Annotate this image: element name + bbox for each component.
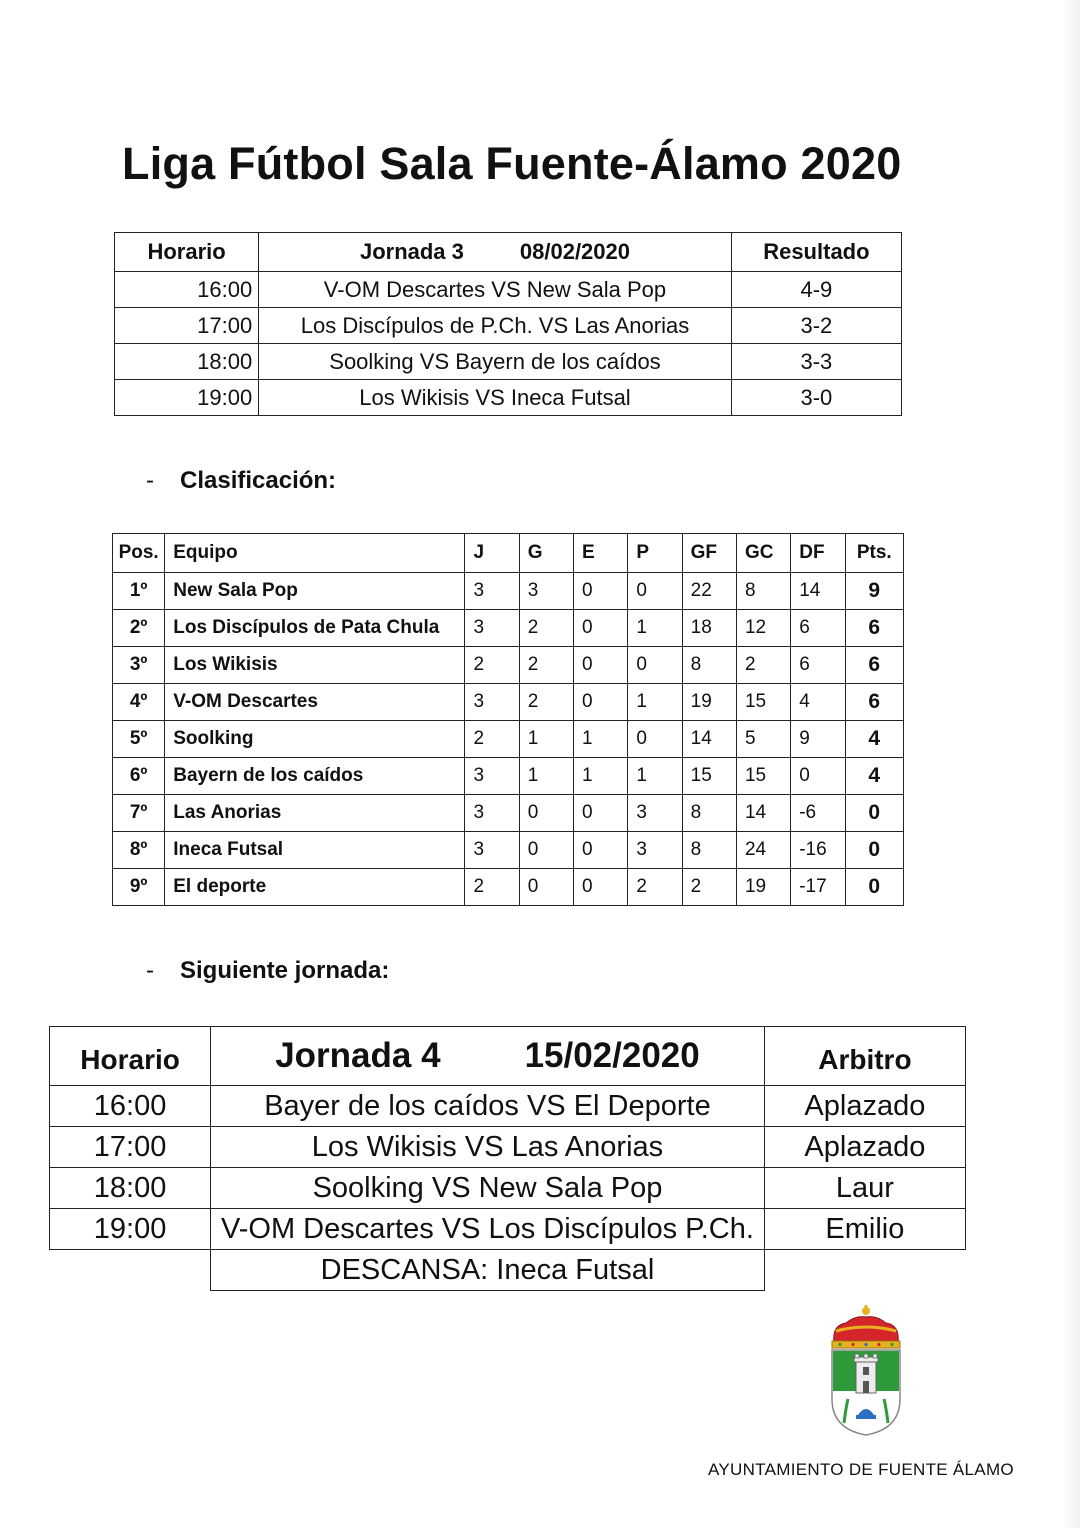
table-row	[113, 610, 904, 647]
standings-gc-cell: 19	[736, 869, 790, 906]
table-row	[50, 1209, 966, 1250]
standings-gf-cell: 19	[682, 684, 736, 721]
standings-g-cell: 2	[519, 610, 573, 647]
jornada-label: Jornada 3	[359, 239, 464, 264]
match-teams: V-OM Descartes VS Los Discípulos P.Ch.	[211, 1209, 765, 1250]
standings-pos-cell: 9º	[113, 869, 165, 906]
standings-gc-cell: 24	[736, 832, 790, 869]
match-result: 3-3	[731, 344, 901, 380]
standings-team-cell: Las Anorias	[165, 795, 465, 832]
standings-df-cell: 4	[791, 684, 845, 721]
table-row	[115, 272, 902, 308]
standings-pos-cell: 6º	[113, 758, 165, 795]
match-referee: Aplazado	[764, 1127, 965, 1168]
coat-of-arms-icon	[826, 1303, 906, 1437]
header-j: J	[465, 534, 519, 573]
standings-table	[112, 533, 904, 906]
standings-g-cell: 1	[519, 758, 573, 795]
standings-pts-cell: 0	[845, 832, 903, 869]
header-gc: GC	[736, 534, 790, 573]
standings-pos-cell: 5º	[113, 721, 165, 758]
standings-e-cell: 1	[574, 758, 628, 795]
footer-text: AYUNTAMIENTO DE FUENTE ÁLAMO	[708, 1460, 1014, 1479]
standings-gc-cell: 5	[736, 721, 790, 758]
standings-p-cell: 3	[628, 832, 682, 869]
standings-j-cell: 3	[465, 684, 519, 721]
table-row	[113, 721, 904, 758]
standings-pos-cell: 1º	[113, 573, 165, 610]
standings-j-cell: 2	[465, 869, 519, 906]
standings-gc-cell: 2	[736, 647, 790, 684]
header-jornada	[211, 1027, 765, 1086]
clasificacion-heading-text: Clasificación:	[180, 467, 337, 494]
header-e: E	[574, 534, 628, 573]
match-referee: Laur	[764, 1168, 965, 1209]
standings-team-cell: New Sala Pop	[165, 573, 465, 610]
standings-e-cell: 0	[574, 573, 628, 610]
table-row	[115, 380, 902, 416]
standings-team-cell: Bayern de los caídos	[165, 758, 465, 795]
crown-icon	[832, 1305, 900, 1348]
standings-df-cell: 6	[791, 647, 845, 684]
standings-df-cell: -17	[791, 869, 845, 906]
standings-pts-cell: 4	[845, 721, 903, 758]
header-pts: Pts.	[845, 534, 903, 573]
standings-gf-cell: 8	[682, 647, 736, 684]
jornada-label: Jornada 4	[275, 1036, 441, 1075]
standings-pts-cell: 0	[845, 869, 903, 906]
standings-p-cell: 1	[628, 684, 682, 721]
standings-gf-cell: 22	[682, 573, 736, 610]
page-title: Liga Fútbol Sala Fuente-Álamo 2020	[122, 138, 902, 189]
standings-df-cell: 14	[791, 573, 845, 610]
standings-p-cell: 0	[628, 721, 682, 758]
standings-e-cell: 0	[574, 832, 628, 869]
match-teams: Los Wikisis VS Ineca Futsal	[259, 380, 732, 416]
standings-pos-cell: 7º	[113, 795, 165, 832]
match-time: 19:00	[50, 1209, 211, 1250]
standings-p-cell: 3	[628, 795, 682, 832]
match-referee: Emilio	[764, 1209, 965, 1250]
empty-cell	[764, 1250, 965, 1291]
match-time: 16:00	[50, 1086, 211, 1127]
standings-pos-cell: 2º	[113, 610, 165, 647]
header-equipo: Equipo	[165, 534, 465, 573]
header-gf: GF	[682, 534, 736, 573]
standings-g-cell: 2	[519, 684, 573, 721]
header-resultado: Resultado	[731, 233, 901, 272]
standings-gf-cell: 15	[682, 758, 736, 795]
standings-pts-cell: 9	[845, 573, 903, 610]
standings-g-cell: 0	[519, 795, 573, 832]
standings-j-cell: 3	[465, 610, 519, 647]
standings-p-cell: 0	[628, 573, 682, 610]
bullet-dash: -	[146, 467, 154, 494]
header-p: P	[628, 534, 682, 573]
standings-team-cell: Ineca Futsal	[165, 832, 465, 869]
jornada-date: 08/02/2020	[519, 239, 630, 264]
clasificacion-heading	[146, 467, 336, 495]
table-row	[113, 647, 904, 684]
table-row	[50, 1086, 966, 1127]
header-g: G	[519, 534, 573, 573]
standings-p-cell: 0	[628, 647, 682, 684]
standings-p-cell: 2	[628, 869, 682, 906]
match-time: 18:00	[115, 344, 259, 380]
standings-e-cell: 0	[574, 869, 628, 906]
standings-team-cell: Los Discípulos de Pata Chula	[165, 610, 465, 647]
standings-j-cell: 3	[465, 832, 519, 869]
standings-p-cell: 1	[628, 610, 682, 647]
match-teams: Los Discípulos de P.Ch. VS Las Anorias	[259, 308, 732, 344]
siguiente-jornada-heading	[146, 957, 389, 985]
header-horario: Horario	[50, 1027, 211, 1086]
table-row	[113, 684, 904, 721]
siguiente-heading-text: Siguiente jornada:	[180, 957, 390, 984]
table-row	[113, 758, 904, 795]
descansa-cell: DESCANSA: Ineca Futsal	[211, 1250, 765, 1291]
standings-e-cell: 0	[574, 684, 628, 721]
table-row	[113, 573, 904, 610]
standings-body	[113, 573, 904, 906]
match-result: 3-2	[731, 308, 901, 344]
match-time: 17:00	[50, 1127, 211, 1168]
standings-j-cell: 3	[465, 795, 519, 832]
standings-j-cell: 3	[465, 758, 519, 795]
match-teams: Los Wikisis VS Las Anorias	[211, 1127, 765, 1168]
standings-j-cell: 2	[465, 721, 519, 758]
standings-e-cell: 0	[574, 795, 628, 832]
tower-icon	[854, 1354, 878, 1393]
descansa-row	[50, 1250, 966, 1291]
standings-gf-cell: 8	[682, 795, 736, 832]
standings-df-cell: 9	[791, 721, 845, 758]
standings-pos-cell: 8º	[113, 832, 165, 869]
standings-g-cell: 2	[519, 647, 573, 684]
table-row	[113, 795, 904, 832]
standings-e-cell: 0	[574, 647, 628, 684]
standings-gf-cell: 2	[682, 869, 736, 906]
match-time: 18:00	[50, 1168, 211, 1209]
table-header-row	[115, 233, 902, 272]
table-row	[50, 1168, 966, 1209]
header-horario: Horario	[115, 233, 259, 272]
standings-gc-cell: 15	[736, 684, 790, 721]
header-df: DF	[791, 534, 845, 573]
standings-j-cell: 3	[465, 573, 519, 610]
match-result: 3-0	[731, 380, 901, 416]
empty-cell	[50, 1250, 211, 1291]
table-row	[113, 869, 904, 906]
match-time: 19:00	[115, 380, 259, 416]
standings-pos-cell: 4º	[113, 684, 165, 721]
standings-team-cell: V-OM Descartes	[165, 684, 465, 721]
standings-gc-cell: 15	[736, 758, 790, 795]
standings-gf-cell: 8	[682, 832, 736, 869]
standings-pts-cell: 0	[845, 795, 903, 832]
match-teams: Soolking VS Bayern de los caídos	[259, 344, 732, 380]
header-arbitro: Arbitro	[764, 1027, 965, 1086]
jornada-date: 15/02/2020	[524, 1036, 700, 1075]
jornada4-fixtures-table	[49, 1026, 966, 1291]
bullet-dash: -	[146, 957, 154, 984]
match-referee: Aplazado	[764, 1086, 965, 1127]
standings-team-cell: Los Wikisis	[165, 647, 465, 684]
match-teams: Bayer de los caídos VS El Deporte	[211, 1086, 765, 1127]
match-time: 16:00	[115, 272, 259, 308]
standings-e-cell: 1	[574, 721, 628, 758]
standings-gc-cell: 14	[736, 795, 790, 832]
standings-g-cell: 3	[519, 573, 573, 610]
standings-df-cell: 0	[791, 758, 845, 795]
table-row	[113, 832, 904, 869]
standings-df-cell: -16	[791, 832, 845, 869]
standings-gf-cell: 18	[682, 610, 736, 647]
standings-gc-cell: 8	[736, 573, 790, 610]
table-row	[115, 344, 902, 380]
standings-team-cell: Soolking	[165, 721, 465, 758]
match-time: 17:00	[115, 308, 259, 344]
standings-p-cell: 1	[628, 758, 682, 795]
table-row	[115, 308, 902, 344]
match-result: 4-9	[731, 272, 901, 308]
standings-pos-cell: 3º	[113, 647, 165, 684]
jornada3-results-table	[114, 232, 902, 416]
standings-e-cell: 0	[574, 610, 628, 647]
table-row	[50, 1127, 966, 1168]
standings-gc-cell: 12	[736, 610, 790, 647]
standings-gf-cell: 14	[682, 721, 736, 758]
standings-g-cell: 0	[519, 832, 573, 869]
standings-team-cell: El deporte	[165, 869, 465, 906]
standings-pts-cell: 6	[845, 610, 903, 647]
standings-j-cell: 2	[465, 647, 519, 684]
standings-g-cell: 0	[519, 869, 573, 906]
standings-pts-cell: 6	[845, 647, 903, 684]
page-edge-shadow	[1062, 0, 1080, 1528]
standings-g-cell: 1	[519, 721, 573, 758]
match-teams: V-OM Descartes VS New Sala Pop	[259, 272, 732, 308]
header-pos: Pos.	[113, 534, 165, 573]
match-teams: Soolking VS New Sala Pop	[211, 1168, 765, 1209]
standings-pts-cell: 4	[845, 758, 903, 795]
standings-pts-cell: 6	[845, 684, 903, 721]
header-jornada	[259, 233, 732, 272]
standings-df-cell: 6	[791, 610, 845, 647]
table-header-row	[113, 534, 904, 573]
standings-df-cell: -6	[791, 795, 845, 832]
table-header-row	[50, 1027, 966, 1086]
